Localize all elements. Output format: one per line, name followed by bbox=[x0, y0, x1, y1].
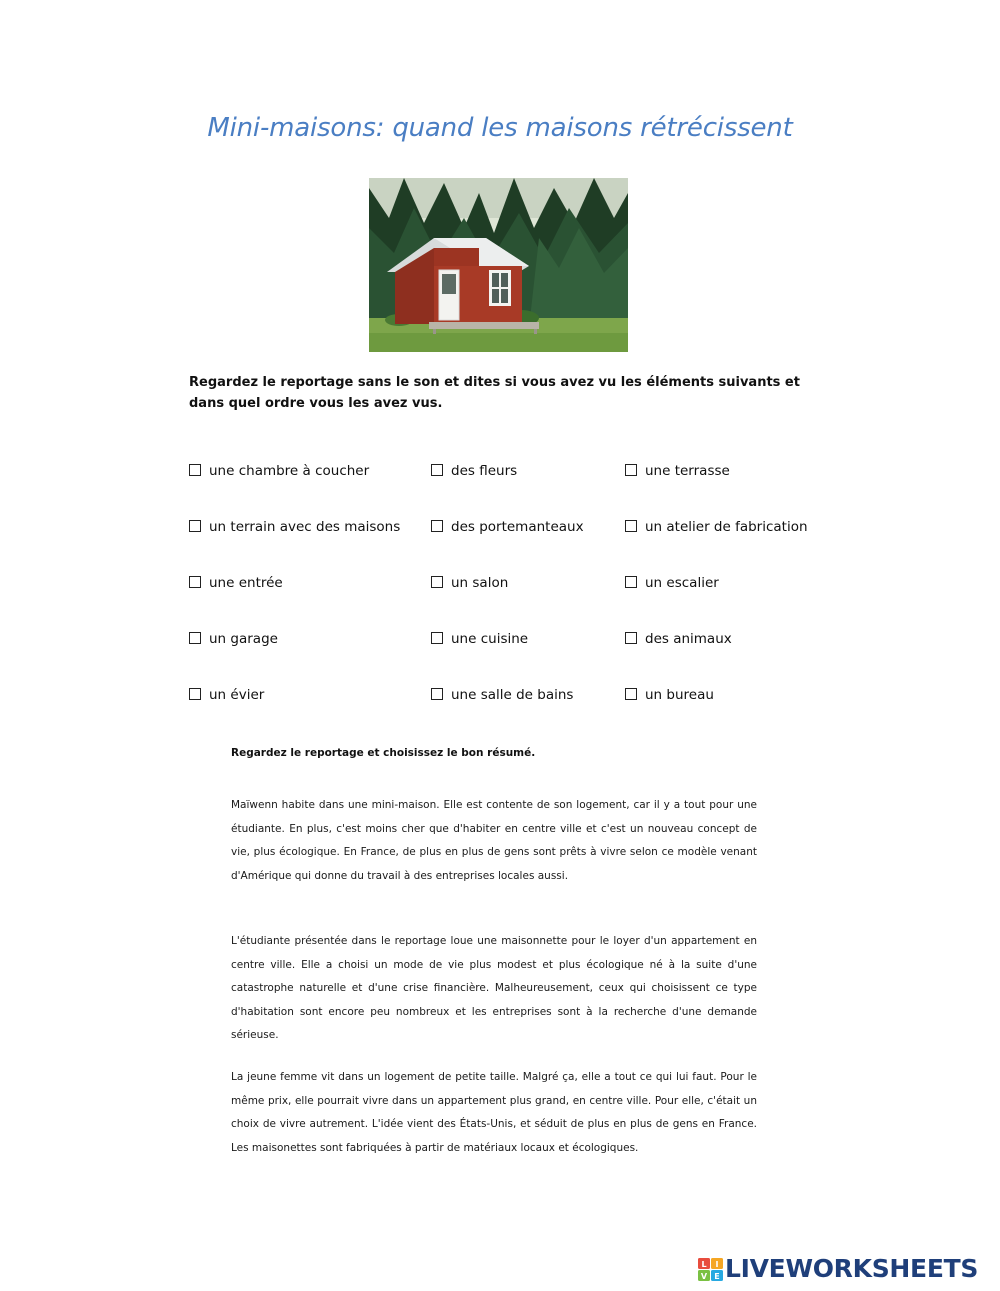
checkbox[interactable] bbox=[431, 576, 443, 588]
checklist-item[interactable]: un évier bbox=[189, 687, 264, 703]
instruction-choose-summary: Regardez le reportage et choisissez le bon résumé. bbox=[231, 747, 536, 759]
checkbox[interactable] bbox=[189, 464, 201, 476]
summary-option-2[interactable]: L'étudiante présentée dans le reportage loue une maisonnette pour le loyer d'un appartement en centre ville. Elle a choisi un mode de vie plus modest et plus écologique né à la suite d'une catastrophe naturelle et d'une crise financière. Malheureusement, ceux qui choisissent ce type d'habitation sont encore peu nombreux et les entreprises sont à la recherche d'une demande sérieuse. bbox=[231, 935, 757, 1041]
summary-option-1[interactable]: Maïwenn habite dans une mini-maison. Elle est contente de son logement, car il y a tout pour une étudiante. En plus, c'est moins cher que d'habiter en centre ville et c'est un nouveau concept de vie, plus écologique. En France, de plus en plus de gens sont prêts à vivre selon ce modèle venant d'Amérique qui donne du travail à des entreprises locales aussi. bbox=[231, 799, 757, 882]
checkbox[interactable] bbox=[625, 576, 637, 588]
svg-text:E: E bbox=[714, 1272, 720, 1281]
checkbox[interactable] bbox=[625, 688, 637, 700]
checkbox[interactable] bbox=[625, 464, 637, 476]
checkbox[interactable] bbox=[189, 520, 201, 532]
svg-text:I: I bbox=[715, 1260, 719, 1269]
checklist-item[interactable]: des animaux bbox=[625, 631, 732, 647]
checklist-item[interactable]: un garage bbox=[189, 631, 278, 647]
checkbox[interactable] bbox=[189, 688, 201, 700]
checkbox[interactable] bbox=[625, 632, 637, 644]
checkbox[interactable] bbox=[431, 520, 443, 532]
checklist-item[interactable]: une cuisine bbox=[431, 631, 528, 647]
checklist-item[interactable]: un escalier bbox=[625, 575, 719, 591]
checklist-item[interactable]: des portemanteaux bbox=[431, 519, 584, 535]
checkbox[interactable] bbox=[431, 632, 443, 644]
logo-text: LIVEWORKSHEETS bbox=[725, 1254, 979, 1283]
summary-option-3[interactable]: La jeune femme vit dans un logement de petite taille. Malgré ça, elle a tout ce qui lui faut. Pour le même prix, elle pourrait vivre dans un appartement plus grand, en centre ville. Pour elle, c'était un choix de vivre autrement. L'idée vient des États-Unis, et séduit de plus en plus de gens en France. Les maisonettes sont fabriquées à partir de matériaux locaux et écologiques. bbox=[231, 1071, 757, 1154]
checklist-item[interactable]: une terrasse bbox=[625, 463, 730, 479]
checklist-item[interactable]: une chambre à coucher bbox=[189, 463, 369, 479]
checklist-item[interactable]: un bureau bbox=[625, 687, 714, 703]
svg-text:V: V bbox=[700, 1272, 708, 1281]
checklist-item[interactable]: un atelier de fabrication bbox=[625, 519, 808, 535]
page-title: Mini-maisons: quand les maisons rétrécissent bbox=[207, 113, 793, 143]
checklist-item[interactable]: une entrée bbox=[189, 575, 283, 591]
checklist-item[interactable]: un salon bbox=[431, 575, 508, 591]
checkbox[interactable] bbox=[431, 464, 443, 476]
checklist-item[interactable]: une salle de bains bbox=[431, 687, 573, 703]
svg-text:L: L bbox=[701, 1260, 707, 1269]
checkbox[interactable] bbox=[189, 576, 201, 588]
checkbox[interactable] bbox=[625, 520, 637, 532]
checklist-item[interactable]: un terrain avec des maisons bbox=[189, 519, 400, 535]
checkbox[interactable] bbox=[431, 688, 443, 700]
checkbox[interactable] bbox=[189, 632, 201, 644]
cabin-photo bbox=[369, 178, 628, 352]
instruction-watch-without-sound: Regardez le reportage sans le son et dites si vous avez vu les éléments suivants et dans quel ordre vous les avez vus. bbox=[189, 375, 800, 411]
logo-tiles-icon bbox=[698, 1258, 724, 1282]
checklist-item[interactable]: des fleurs bbox=[431, 463, 517, 479]
